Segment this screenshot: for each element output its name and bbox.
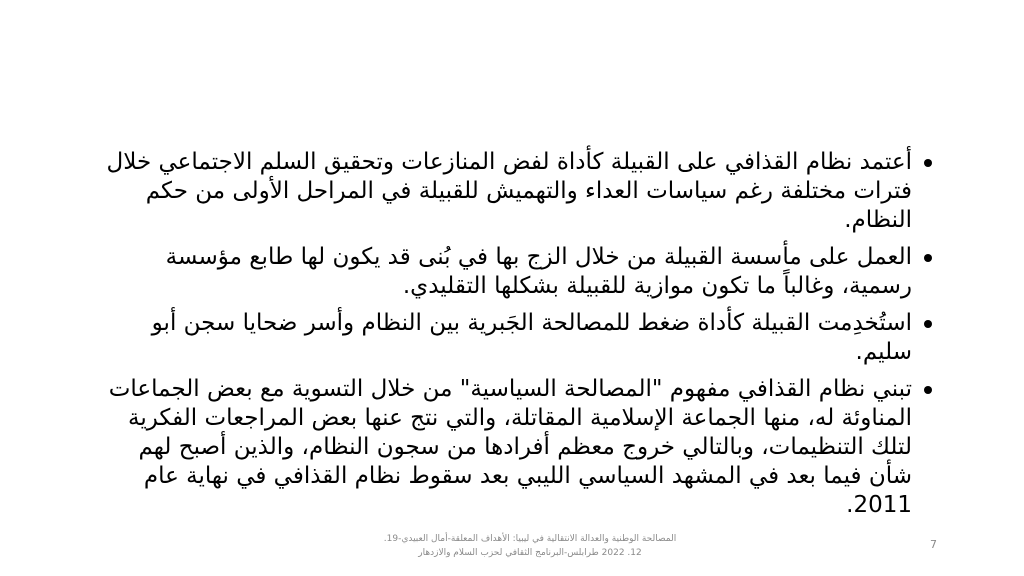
page-number: 7	[930, 538, 937, 551]
bullet-dot-icon	[924, 320, 932, 328]
bullet-item	[96, 243, 934, 301]
bullet-dot-icon	[924, 254, 932, 262]
bullet-dot-icon	[924, 159, 932, 167]
footer-line-1: المصالحة الوطنية والعدالة الانتقالية في ليبيا: الأهداف المعلقة-أمال العبيدي-19.	[383, 534, 677, 544]
bullet-text: أعتمد نظام القذافي على القبيلة كأداة لفض المنازعات وتحقيق السلم الاجتماعي خلال فترات مختلفة رغم سياسات العداء والتهميش للقبيلة في المراحل الأولى من حكم النظام.	[106, 149, 912, 233]
bullet-item	[96, 375, 934, 520]
bullet-text: تبني نظام القذافي مفهوم "المصالحة السياسية" من خلال التسوية مع بعض الجماعات المناوئة له، منها الجماعة الإسلامية المقاتلة، والتي نتج عنها بعض المراجعات الفكرية لتلك التنظيمات، وبالتالي خروج معظم أفرادها من سجون النظام، والذين أصبح لهم شأن فيما بعد في المشهد السياسي الليبي بعد سقوط نظام القذافي في نهاية عام 2011.	[108, 376, 912, 518]
bullet-text: العمل على مأسسة القبيلة من خلال الزج بها في بُنى قد يكون لها طابع مؤسسة رسمية، وغالباً ما تكون موازية للقبيلة بشكلها التقليدي.	[165, 244, 912, 299]
bullet-item	[96, 148, 934, 235]
bullet-text: استُخدِمت القبيلة كأداة ضغط للمصالحة الجَبرية بين النظام وأسر ضحايا سجن أبو سليم.	[151, 310, 912, 365]
footer-line-2: 12. 2022 طرابلس-البرنامج الثقافي لحزب السلام والازدهار	[418, 548, 642, 558]
bullet-dot-icon	[924, 386, 932, 394]
bullet-item	[96, 309, 934, 367]
footer-citation	[350, 532, 710, 560]
bullet-list	[96, 148, 934, 528]
